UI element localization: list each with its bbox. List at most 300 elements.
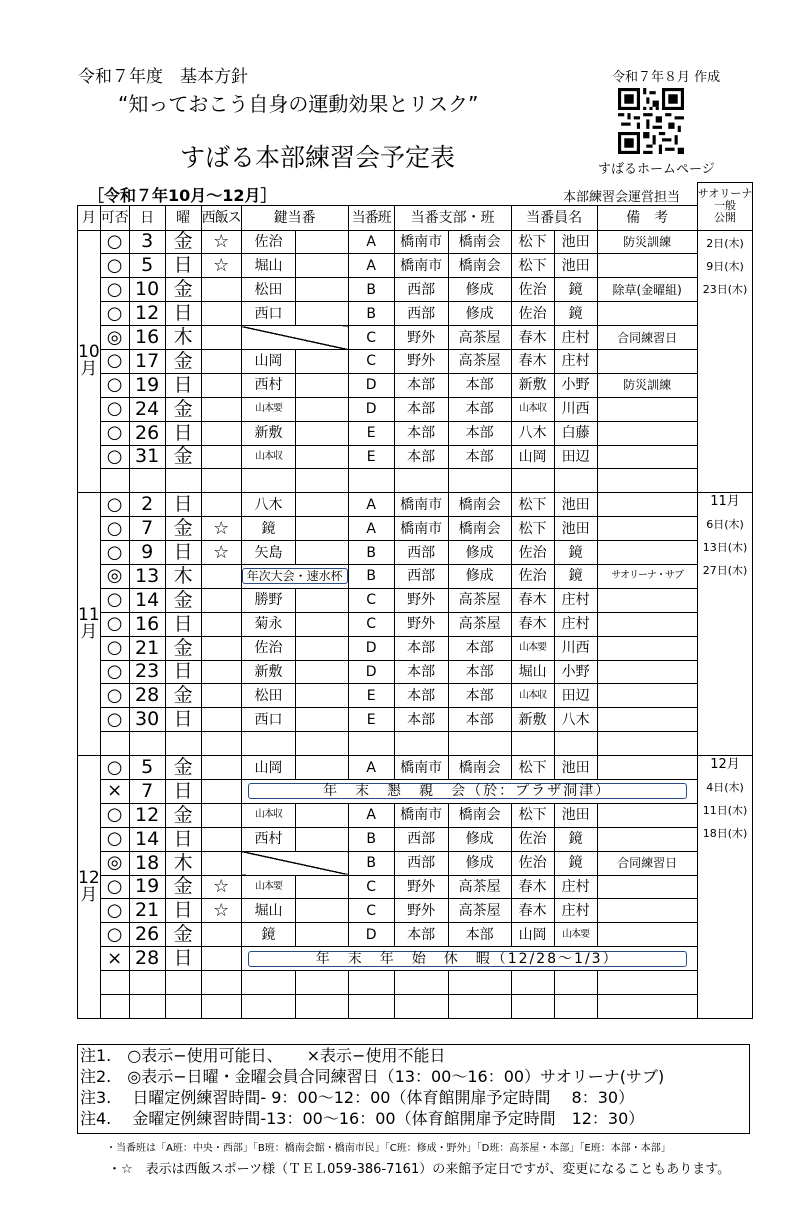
day-number: 12 bbox=[129, 803, 165, 827]
member-1: 佐治 bbox=[511, 541, 554, 565]
availability-mark: ◎ bbox=[100, 326, 129, 350]
day-number: 16 bbox=[129, 612, 165, 636]
key-person: 新敷 bbox=[241, 660, 296, 684]
col-members: 当番員名 bbox=[511, 205, 597, 230]
day-of-week: 日 bbox=[165, 254, 201, 278]
remark bbox=[597, 469, 697, 493]
note-4: 注4. 金曜定例練習時間-13：00～16：00（体育館開扉予定時間 12：30） bbox=[80, 1109, 645, 1128]
duty-team: D bbox=[348, 636, 394, 660]
day-of-week: 木 bbox=[165, 851, 201, 875]
member-2: 八木 bbox=[554, 708, 597, 732]
col-dow: 曜 bbox=[165, 205, 201, 230]
event-label: 年次大会・速水杯 bbox=[242, 568, 348, 584]
remark bbox=[597, 493, 697, 517]
duty-branch: 西部 bbox=[394, 827, 448, 851]
key-person-2 bbox=[296, 397, 348, 421]
table-row bbox=[78, 421, 753, 445]
duty-group: 橋南会 bbox=[448, 756, 511, 780]
day-of-week: 日 bbox=[165, 421, 201, 445]
table-row bbox=[78, 349, 753, 373]
remark bbox=[597, 397, 697, 421]
member-1: 春木 bbox=[511, 588, 554, 612]
member-1: 松下 bbox=[511, 254, 554, 278]
member-1: 山岡 bbox=[511, 923, 554, 947]
availability-mark: ○ bbox=[100, 660, 129, 684]
availability-mark: ○ bbox=[100, 708, 129, 732]
member-2: 鏡 bbox=[554, 827, 597, 851]
month-label-line: 月 bbox=[80, 359, 98, 380]
availability-mark: ○ bbox=[100, 875, 129, 899]
member-2: 川西 bbox=[554, 636, 597, 660]
key-person: 鏡 bbox=[241, 517, 296, 541]
day-of-week: 木 bbox=[165, 326, 201, 350]
key-person-2 bbox=[296, 612, 348, 636]
day-of-week: 日 bbox=[165, 302, 201, 326]
duty-team: A bbox=[348, 254, 394, 278]
duty-group bbox=[448, 469, 511, 493]
col-branch: 当番支部・班 bbox=[394, 205, 511, 230]
day-of-week: 日 bbox=[165, 612, 201, 636]
day-of-week: 金 bbox=[165, 803, 201, 827]
key-person-2 bbox=[296, 421, 348, 445]
availability-mark: ○ bbox=[100, 756, 129, 780]
nishi-mark bbox=[201, 397, 241, 421]
period-row-space bbox=[78, 183, 698, 206]
availability-mark: ○ bbox=[100, 636, 129, 660]
duty-branch: 橋南市 bbox=[394, 493, 448, 517]
schedule-grid bbox=[77, 182, 753, 1019]
day-of-week bbox=[165, 469, 201, 493]
duty-branch: 本部 bbox=[394, 708, 448, 732]
duty-branch: 本部 bbox=[394, 421, 448, 445]
key-person bbox=[241, 732, 296, 756]
duty-team: B bbox=[348, 278, 394, 302]
note-2: 注2. ◎表示−日曜・金曜会員合同練習日（13：00～16：00）サオリーナ(サブ) bbox=[80, 1067, 665, 1086]
nishi-mark: ☆ bbox=[201, 254, 241, 278]
day-number: 28 bbox=[129, 947, 165, 971]
event-span bbox=[241, 947, 697, 971]
key-person-2 bbox=[296, 254, 348, 278]
member-2 bbox=[554, 732, 597, 756]
day-number: 3 bbox=[129, 230, 165, 254]
duty-team: C bbox=[348, 588, 394, 612]
qr-code[interactable] bbox=[618, 88, 684, 154]
duty-branch: 野外 bbox=[394, 875, 448, 899]
availability-mark: ○ bbox=[100, 493, 129, 517]
duty-branch: 野外 bbox=[394, 899, 448, 923]
remark bbox=[597, 899, 697, 923]
table-row bbox=[78, 851, 753, 875]
nishi-mark bbox=[201, 421, 241, 445]
availability-mark: ○ bbox=[100, 827, 129, 851]
key-person: 松田 bbox=[241, 278, 296, 302]
nishi-mark bbox=[201, 349, 241, 373]
duty-team: C bbox=[348, 899, 394, 923]
duty-group: 本部 bbox=[448, 421, 511, 445]
page-title: すばる本部練習会予定表 bbox=[180, 143, 456, 172]
key-person-2 bbox=[296, 541, 348, 565]
availability-mark: ○ bbox=[100, 445, 129, 469]
key-person-2 bbox=[296, 684, 348, 708]
day-number bbox=[129, 732, 165, 756]
member-2: 池田 bbox=[554, 230, 597, 254]
month-label bbox=[78, 493, 101, 756]
sao-header-line: 公開 bbox=[714, 211, 737, 225]
sao-date: 13日(木) bbox=[702, 541, 748, 555]
event-span bbox=[241, 779, 697, 803]
table-row bbox=[78, 397, 753, 421]
duty-branch: 西部 bbox=[394, 851, 448, 875]
key-person-2 bbox=[296, 230, 348, 254]
availability-mark: ○ bbox=[100, 349, 129, 373]
duty-team: E bbox=[348, 684, 394, 708]
table-row bbox=[78, 827, 753, 851]
key-person-2 bbox=[296, 302, 348, 326]
table-row bbox=[78, 302, 753, 326]
sao-dates bbox=[697, 493, 753, 756]
nishi-mark bbox=[201, 302, 241, 326]
notes-box bbox=[77, 1044, 750, 1134]
sao-date: 9日(木) bbox=[706, 259, 744, 273]
remark bbox=[597, 827, 697, 851]
key-span bbox=[241, 564, 348, 588]
col-team: 当番班 bbox=[348, 205, 394, 230]
availability-mark bbox=[100, 995, 129, 1019]
duty-branch: 本部 bbox=[394, 373, 448, 397]
duty-group bbox=[448, 995, 511, 1019]
key-person-2 bbox=[296, 278, 348, 302]
day-of-week: 金 bbox=[165, 684, 201, 708]
duty-group: 本部 bbox=[448, 708, 511, 732]
member-2: 鏡 bbox=[554, 278, 597, 302]
nishi-mark bbox=[201, 326, 241, 350]
day-number: 16 bbox=[129, 326, 165, 350]
availability-mark: ○ bbox=[100, 230, 129, 254]
availability-mark bbox=[100, 732, 129, 756]
remark: サオリーナ・サブ bbox=[597, 564, 697, 588]
availability-mark: ○ bbox=[100, 803, 129, 827]
duty-branch: 野外 bbox=[394, 326, 448, 350]
remark bbox=[597, 875, 697, 899]
duty-team bbox=[348, 971, 394, 995]
availability-mark: ○ bbox=[100, 302, 129, 326]
duty-branch: 野外 bbox=[394, 349, 448, 373]
key-person bbox=[241, 469, 296, 493]
footnote-teams: ・当番班は「A班：中央・西部」「B班：橋南会館・橋南市民」「C班：修成・野外」「D班：高茶屋・本部」「E班：本部・本部」 bbox=[106, 1143, 671, 1154]
table-row bbox=[78, 636, 753, 660]
member-2 bbox=[554, 995, 597, 1019]
nishi-mark bbox=[201, 660, 241, 684]
nishi-mark bbox=[201, 684, 241, 708]
member-1: 春木 bbox=[511, 899, 554, 923]
nishi-mark bbox=[201, 708, 241, 732]
member-1: 山本収 bbox=[511, 684, 554, 708]
sao-date: 12月 bbox=[710, 757, 740, 773]
duty-branch: 本部 bbox=[394, 397, 448, 421]
day-of-week: 金 bbox=[165, 636, 201, 660]
sao-date: 6日(木) bbox=[706, 518, 744, 532]
table-row bbox=[78, 971, 753, 995]
nishi-mark bbox=[201, 636, 241, 660]
member-2 bbox=[554, 971, 597, 995]
duty-group: 修成 bbox=[448, 564, 511, 588]
key-person: 山本要 bbox=[241, 875, 296, 899]
member-2: 池田 bbox=[554, 756, 597, 780]
duty-group: 本部 bbox=[448, 373, 511, 397]
key-person-2 bbox=[296, 636, 348, 660]
nishi-mark bbox=[201, 732, 241, 756]
key-slash bbox=[241, 851, 348, 875]
day-of-week: 金 bbox=[165, 756, 201, 780]
availability-mark: ○ bbox=[100, 923, 129, 947]
availability-mark: ◎ bbox=[100, 564, 129, 588]
key-person-2 bbox=[296, 803, 348, 827]
sao-header bbox=[697, 183, 753, 231]
sao-date: 4日(木) bbox=[706, 781, 744, 795]
availability-mark: ○ bbox=[100, 517, 129, 541]
day-number: 31 bbox=[129, 445, 165, 469]
nishi-mark bbox=[201, 923, 241, 947]
duty-branch: 橋南市 bbox=[394, 230, 448, 254]
availability-mark: ○ bbox=[100, 397, 129, 421]
day-number: 24 bbox=[129, 397, 165, 421]
duty-branch: 本部 bbox=[394, 636, 448, 660]
table-row bbox=[78, 732, 753, 756]
remark bbox=[597, 995, 697, 1019]
duty-group: 修成 bbox=[448, 827, 511, 851]
member-2: 鏡 bbox=[554, 541, 597, 565]
duty-group: 橋南会 bbox=[448, 493, 511, 517]
member-2: 池田 bbox=[554, 803, 597, 827]
nishi-mark: ☆ bbox=[201, 541, 241, 565]
availability-mark: × bbox=[100, 947, 129, 971]
duty-branch: 橋南市 bbox=[394, 517, 448, 541]
duty-group: 高茶屋 bbox=[448, 326, 511, 350]
duty-team: A bbox=[348, 230, 394, 254]
key-person: 堀山 bbox=[241, 254, 296, 278]
day-of-week: 日 bbox=[165, 373, 201, 397]
nishi-mark bbox=[201, 493, 241, 517]
member-1: 山本要 bbox=[511, 636, 554, 660]
key-person-2 bbox=[296, 732, 348, 756]
member-2 bbox=[554, 469, 597, 493]
member-1 bbox=[511, 971, 554, 995]
remark bbox=[597, 421, 697, 445]
table-row bbox=[78, 493, 753, 517]
nishi-mark bbox=[201, 564, 241, 588]
key-person: 西口 bbox=[241, 302, 296, 326]
remark bbox=[597, 803, 697, 827]
remark bbox=[597, 732, 697, 756]
member-1: 春木 bbox=[511, 612, 554, 636]
member-1 bbox=[511, 995, 554, 1019]
nishi-mark bbox=[201, 588, 241, 612]
col-day: 日 bbox=[129, 205, 165, 230]
availability-mark: ○ bbox=[100, 684, 129, 708]
table-row bbox=[78, 541, 753, 565]
availability-mark: ○ bbox=[100, 278, 129, 302]
duty-team: D bbox=[348, 660, 394, 684]
footnote-star: ・☆ 表示は西飯スポーツ様（ＴＥＬ059-386-7161）の来館予定日ですが、変更になることもあります。 bbox=[108, 1162, 731, 1177]
member-2: 鏡 bbox=[554, 302, 597, 326]
day-of-week: 金 bbox=[165, 349, 201, 373]
remark bbox=[597, 588, 697, 612]
table-row bbox=[78, 373, 753, 397]
day-number: 19 bbox=[129, 875, 165, 899]
remark bbox=[597, 756, 697, 780]
sao-date: 18日(木) bbox=[702, 827, 748, 841]
nishi-mark bbox=[201, 445, 241, 469]
sao-header-line: 一般 bbox=[714, 199, 737, 213]
member-1: 佐治 bbox=[511, 564, 554, 588]
remark bbox=[597, 612, 697, 636]
day-of-week bbox=[165, 995, 201, 1019]
sao-dates bbox=[697, 230, 753, 493]
remark bbox=[597, 445, 697, 469]
key-person: 鏡 bbox=[241, 923, 296, 947]
key-person-2 bbox=[296, 899, 348, 923]
day-number bbox=[129, 995, 165, 1019]
day-of-week: 日 bbox=[165, 779, 201, 803]
member-1 bbox=[511, 469, 554, 493]
table-row bbox=[78, 588, 753, 612]
availability-mark: ○ bbox=[100, 899, 129, 923]
day-of-week: 日 bbox=[165, 541, 201, 565]
day-number: 21 bbox=[129, 636, 165, 660]
member-1: 松下 bbox=[511, 517, 554, 541]
nishi-mark bbox=[201, 469, 241, 493]
table-row bbox=[78, 660, 753, 684]
key-person: 山岡 bbox=[241, 349, 296, 373]
key-person-2 bbox=[296, 827, 348, 851]
duty-group: 高茶屋 bbox=[448, 612, 511, 636]
availability-mark: ○ bbox=[100, 588, 129, 612]
duty-branch: 本部 bbox=[394, 445, 448, 469]
duty-group: 本部 bbox=[448, 660, 511, 684]
day-of-week: 日 bbox=[165, 947, 201, 971]
key-person-2 bbox=[296, 971, 348, 995]
nishi-mark bbox=[201, 278, 241, 302]
nishi-mark bbox=[201, 779, 241, 803]
member-2: 田辺 bbox=[554, 445, 597, 469]
duty-team: C bbox=[348, 326, 394, 350]
key-person: 西村 bbox=[241, 827, 296, 851]
key-person-2 bbox=[296, 517, 348, 541]
key-person: 佐治 bbox=[241, 636, 296, 660]
key-person-2 bbox=[296, 469, 348, 493]
member-2: 池田 bbox=[554, 517, 597, 541]
month-label-line: 月 bbox=[80, 884, 98, 905]
table-row bbox=[78, 923, 753, 947]
duty-branch bbox=[394, 732, 448, 756]
col-key: 鍵当番 bbox=[241, 205, 348, 230]
duty-group: 高茶屋 bbox=[448, 588, 511, 612]
duty-branch: 西部 bbox=[394, 564, 448, 588]
table-row bbox=[78, 517, 753, 541]
manager-label: 本部練習会運営担当 bbox=[563, 190, 681, 205]
member-1: 佐治 bbox=[511, 827, 554, 851]
duty-branch: 野外 bbox=[394, 588, 448, 612]
key-person: 佐治 bbox=[241, 230, 296, 254]
duty-group: 本部 bbox=[448, 445, 511, 469]
day-of-week: 金 bbox=[165, 923, 201, 947]
table-row bbox=[78, 564, 753, 588]
nishi-mark bbox=[201, 851, 241, 875]
day-number: 5 bbox=[129, 756, 165, 780]
nishi-mark: ☆ bbox=[201, 517, 241, 541]
day-of-week: 木 bbox=[165, 564, 201, 588]
availability-mark: ○ bbox=[100, 254, 129, 278]
schedule-table bbox=[77, 182, 753, 1019]
nishi-mark bbox=[201, 947, 241, 971]
key-person-2 bbox=[296, 875, 348, 899]
note-3: 注3. 日曜定例練習時間- 9：00～12：00（体育館開扉予定時間 8：30） bbox=[80, 1088, 635, 1107]
day-number: 14 bbox=[129, 827, 165, 851]
duty-branch: 橋南市 bbox=[394, 254, 448, 278]
day-number bbox=[129, 469, 165, 493]
key-person-2 bbox=[296, 995, 348, 1019]
nishi-mark bbox=[201, 995, 241, 1019]
member-1: 春木 bbox=[511, 326, 554, 350]
duty-branch: 本部 bbox=[394, 684, 448, 708]
duty-branch: 西部 bbox=[394, 541, 448, 565]
duty-branch bbox=[394, 469, 448, 493]
nishi-mark bbox=[201, 827, 241, 851]
event-label: 年 末 年 始 休 暇（12/28～1/3） bbox=[248, 951, 687, 967]
month-label bbox=[78, 230, 101, 493]
day-of-week: 日 bbox=[165, 660, 201, 684]
key-person: 西口 bbox=[241, 708, 296, 732]
member-1 bbox=[511, 732, 554, 756]
sao-date: 2日(木) bbox=[706, 236, 744, 250]
duty-group: 高茶屋 bbox=[448, 899, 511, 923]
sao-dates bbox=[697, 756, 753, 1019]
member-1: 八木 bbox=[511, 421, 554, 445]
day-of-week: 金 bbox=[165, 875, 201, 899]
day-of-week: 日 bbox=[165, 493, 201, 517]
remark: 除草(金曜組) bbox=[597, 278, 697, 302]
member-1: 松下 bbox=[511, 493, 554, 517]
day-number: 26 bbox=[129, 421, 165, 445]
member-1: 佐治 bbox=[511, 302, 554, 326]
key-person-2 bbox=[296, 493, 348, 517]
col-avail: 可否 bbox=[100, 205, 129, 230]
col-remark: 備 考 bbox=[597, 205, 697, 230]
remark: 合同練習日 bbox=[597, 326, 697, 350]
duty-team: B bbox=[348, 302, 394, 326]
duty-team: D bbox=[348, 923, 394, 947]
day-number: 21 bbox=[129, 899, 165, 923]
key-person bbox=[241, 971, 296, 995]
availability-mark: ○ bbox=[100, 541, 129, 565]
duty-team: B bbox=[348, 541, 394, 565]
duty-branch: 西部 bbox=[394, 278, 448, 302]
key-person-2 bbox=[296, 708, 348, 732]
duty-branch: 橋南市 bbox=[394, 803, 448, 827]
day-number: 10 bbox=[129, 278, 165, 302]
duty-group: 高茶屋 bbox=[448, 349, 511, 373]
nishi-mark bbox=[201, 803, 241, 827]
duty-group: 修成 bbox=[448, 851, 511, 875]
availability-mark: ○ bbox=[100, 612, 129, 636]
created-date: 令和７年８月 作成 bbox=[612, 70, 721, 85]
remark bbox=[597, 636, 697, 660]
remark bbox=[597, 254, 697, 278]
duty-branch: 野外 bbox=[394, 612, 448, 636]
member-1: 新敷 bbox=[511, 708, 554, 732]
member-2: 庄村 bbox=[554, 899, 597, 923]
key-person: 矢島 bbox=[241, 541, 296, 565]
